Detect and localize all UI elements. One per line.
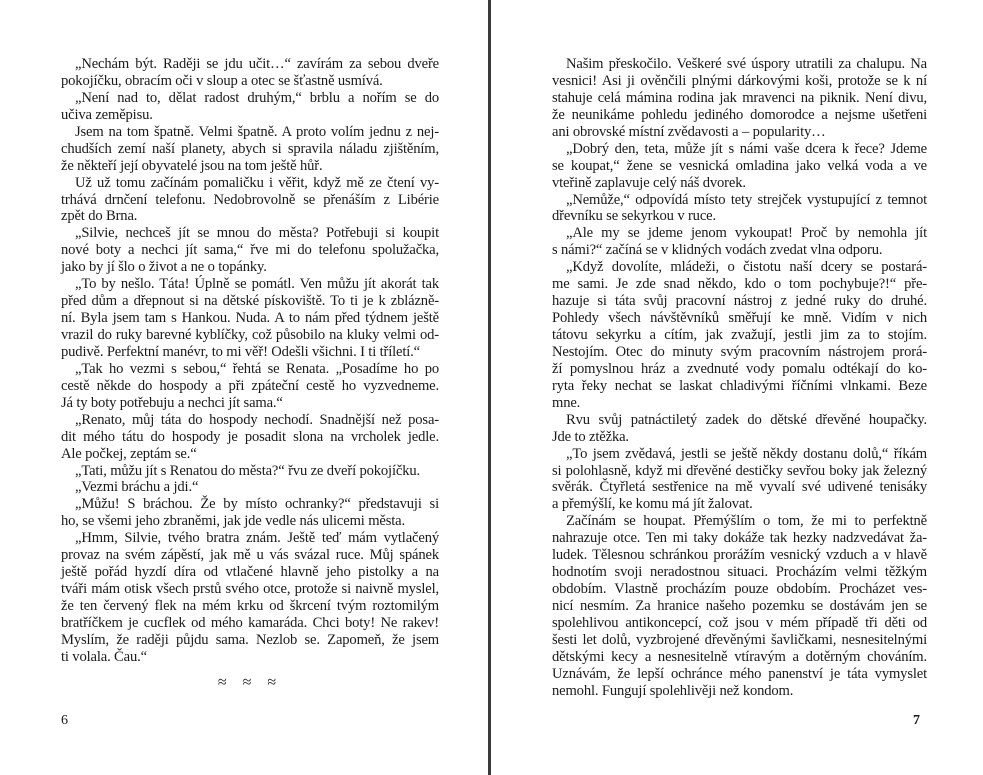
text-line: dřevníku se sekyrkou v ruce. <box>552 208 716 225</box>
text-line: „Silvie, nechceš jít se mnou do města? Potřebuji si koupit <box>75 225 439 242</box>
text-line: hazuje si táta svůj pracovní nástroj z jedné ruky do druhé. <box>552 293 927 310</box>
text-line: tváři mám otisk všech prstů svého otce, protože si naivně myslel, <box>61 581 439 598</box>
text-line: svěrák. Čtyřletá sestřenice na mě vyvalí své udivené tenisáky <box>552 479 927 496</box>
text-line: me sami. Je zde snad někdo, kdo o tom pochybuje?!“ pře- <box>552 276 927 293</box>
text-line: ní. Byla jsem tam s Hankou. Nuda. A to nám před týdnem ještě <box>61 310 439 327</box>
text-line: Myslím, že raději půjdu sama. Nezlob se. Zapomeň, že jsem <box>61 631 439 648</box>
text-line: nové boty a nechci jít sama,“ řve mi do telefonu spolužačka, <box>61 242 439 259</box>
text-line: mne. <box>552 394 581 411</box>
text-line: pudivě. Perfektní manévr, to mi věř! Odešli všichni. I ti tříletí.“ <box>61 343 420 360</box>
text-line: hodnotím svoji neradostnou situaci. Procházím velmi těžkým <box>552 564 927 581</box>
text-line: „Tati, můžu jít s Renatou do města?“ řvu ze dveří pokojíčku. <box>75 462 420 479</box>
text-line: nahrazuje otce. Ten mi taky dokáže tak hezky nadzvedávat ža- <box>552 530 927 547</box>
text-line: „Hmm, Silvie, tvého bratra znám. Ještě teď mám vytlačený <box>75 530 439 547</box>
text-line: provaz na svém zápěstí, jak mě u vás svázal ruce. Můj spánek <box>61 547 439 564</box>
text-line: chudších zemí naší planety, abych si spravila náladu zjištěním, <box>61 140 439 157</box>
text-line: „Ale my se jdeme jenom vykoupat! Proč by nemohla jít <box>566 225 927 242</box>
text-line: obdobím. Vlastně procházím pouze obdobím. Procházet ves- <box>552 581 927 598</box>
left-page <box>0 0 490 775</box>
text-line: „Dobrý den, teta, může jít s námi vaše dcera k řece? Jdeme <box>566 140 927 157</box>
text-line: Jsem na tom špatně. Velmi špatně. A proto volím jednu z nej- <box>75 123 439 140</box>
text-line: se koupat,“ žene se vesnická omladina jako velká voda a ve <box>552 157 927 174</box>
page-number-right: 7 <box>913 713 920 728</box>
text-line: spolehlivou antikoncepcí, což jsou v mém případě tři děti od <box>552 614 927 631</box>
text-line: vrazil do ruky barevné kyblíčky, což působilo na kluky velmi od- <box>61 327 439 343</box>
text-line: ží pomyslnou hráz a zvednuté vody pomalu odtékají do ko- <box>552 360 927 377</box>
text-line: nemohl. Fungují spolehlivěji než kondom. <box>552 682 794 699</box>
text-line: Už už tomu začínám pomaličku i věřit, když mě ze čtení vy- <box>75 174 439 191</box>
text-line: a přemýšlí, ke komu má jít žalovat. <box>552 496 753 513</box>
text-line: dit mého tátu do hospody je posadit slona na vrcholek jedle. <box>61 428 439 445</box>
text-line: že ten červený flek na mém krku od škrcení tvým roztomilým <box>61 598 439 614</box>
text-line: Začínám se houpat. Přemýšlím o tom, že mi to perfektně <box>566 513 927 530</box>
text-line: před dům a dřepnout si na dětské pískoviště. To ti je k zblázně- <box>61 293 439 310</box>
text-line: Ale počkej, zeptám se.“ <box>61 445 197 462</box>
text-line: „Tak ho vezmi s sebou,“ řehtá se Renata. „Posadíme ho po <box>75 360 439 377</box>
text-line: ludek. Tělesnou schránkou prorážím vesnický vzduch a v hlavě <box>552 547 927 564</box>
text-line: nicí nesmím. Za hranice našeho pozemku se dostávám jen se <box>552 598 927 614</box>
text-line: „Není nad to, dělat radost druhým,“ brblu a nořím se do <box>75 89 439 106</box>
text-line: ti volala. Čau.“ <box>61 648 147 665</box>
text-line: ho, se všemi jeho zbraněmi, jak jde vedle nás ulicemi města. <box>61 513 405 530</box>
text-line: zpět do Brna. <box>61 208 138 225</box>
text-line: „To by nešlo. Táta! Úplně se pomátl. Ven můžu jít akorát tak <box>75 276 439 293</box>
text-line: Pohledy všech návštěvníků směřují ke mně. Vidím v nich <box>552 310 927 327</box>
text-line: vteřině zaplavuje celý náš dvorek. <box>552 174 746 191</box>
text-line: pokojíčku, obracím oči v sloup a otec se šťastně usmívá. <box>61 72 383 89</box>
text-line: Uznávám, že lepší ochránce mého panenství je táta vymyslet <box>552 665 927 682</box>
text-line: trhává drnčení telefonu. Nedobrovolně se přenáším z Libérie <box>61 191 439 208</box>
text-line: Jde to ztěžka. <box>552 428 629 445</box>
text-line: tátovu sekyrku a cítím, jak zvažují, jestli jim za to stojím. <box>552 327 927 343</box>
right-page-text <box>552 56 927 700</box>
text-line: cestě někde do hospody a při zpáteční cestě ho vyzvedneme. <box>61 377 439 394</box>
text-line: bratříčkem je cucflek od mého kamaráda. Chci boty! Ne rakev! <box>61 614 439 631</box>
text-line: jako by jí šlo o život a ne o topánky. <box>61 259 267 276</box>
text-line: „Renato, můj táta do hospody nechodí. Snadnější než posa- <box>75 411 439 428</box>
text-line: ani obrovské místní zvědavosti a – popularity… <box>552 123 826 140</box>
text-line: „Když dovolíte, mládeži, o čistotu naší dcery se postará- <box>566 259 927 276</box>
text-line: šesti let dolů, vyzbrojené dřevěnými šavličkami, nesnesitelnými <box>552 631 927 648</box>
text-line: učiva zeměpisu. <box>61 106 153 123</box>
page-number-left: 6 <box>61 713 68 728</box>
text-line: že někteří její obyvatelé jsou na tom ještě hůř. <box>61 157 323 174</box>
section-break-ornament: ≈ ≈ ≈ <box>217 674 283 691</box>
text-line: „To jsem zvědavá, jestli se ještě někdy dostanu dolů,“ říkám <box>566 445 927 462</box>
text-line: že neunikáme pohledu jediného domorodce a nejsme ušetřeni <box>552 106 927 123</box>
text-line: „Nechám být. Raději se jdu učit…“ zavírám za sebou dveře <box>75 56 439 72</box>
text-line: Našim přeskočilo. Veškeré své úspory utratili za chalupu. Na <box>566 56 927 72</box>
text-line: „Vezmi bráchu a jdi.“ <box>75 479 199 496</box>
text-line: s námi?“ začíná se v klidných vodách zvedat vlna odporu. <box>552 242 883 259</box>
left-page-text <box>61 56 439 666</box>
text-line: „Můžu! S bráchou. Že by místo ochranky?“ představuji si <box>75 496 439 513</box>
text-line: dětskými kecy a nesnesitelně vtíravým a dotěrným chováním. <box>552 648 927 665</box>
text-line: ryta řeky nechat se laskat chladivými říčními vlnkami. Beze <box>552 377 927 394</box>
text-line: ještě pořád hyzdí díra od vtlačené hlavně jeho pistolky a na <box>61 564 439 581</box>
right-page <box>491 0 983 775</box>
text-line: Já ty boty potřebuju a nechci jít sama.“ <box>61 394 283 411</box>
text-line: „Nemůže,“ odpovídá místo tety strejček vystupující z temnot <box>566 191 927 208</box>
text-line: si polohlasně, když mi dřevěné destičky sevřou boky jak železný <box>552 462 927 479</box>
text-line: Nestojím. Otec do minuty svým pracovním nástrojem prorá- <box>552 343 927 360</box>
text-line: stahuje celá mámina rodina jak mravenci na piknik. Není divu, <box>552 89 927 106</box>
text-line: vesnici! Asi ji ověnčili plnými dárkovými koši, protože se k ní <box>552 72 927 89</box>
text-line: Rvu svůj patnáctiletý zadek do dětské dřevěné houpačky. <box>566 411 927 428</box>
